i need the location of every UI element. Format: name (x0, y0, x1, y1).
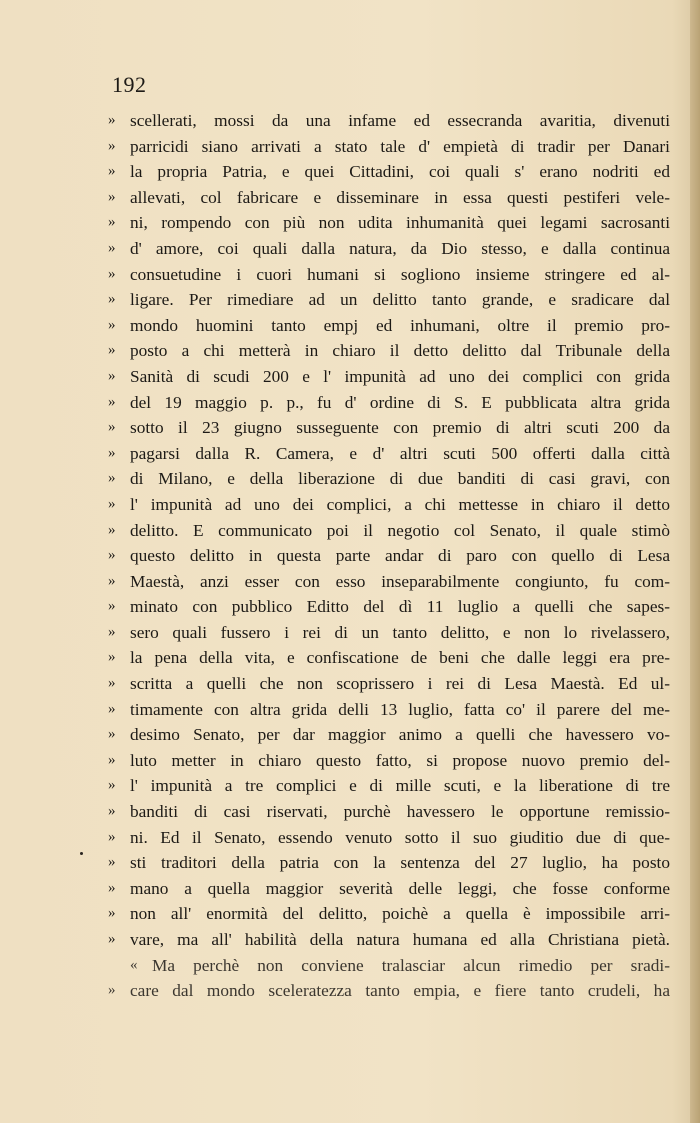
quotation-mark: » (108, 367, 116, 384)
quotation-mark: » (108, 342, 116, 359)
quotation-mark: » (108, 803, 116, 820)
margin-mark (80, 852, 83, 855)
line-text: questo delitto in questa parte andar di paro con quello di Lesa (130, 546, 670, 566)
quotation-mark: » (108, 214, 116, 231)
quotation-mark: » (108, 598, 116, 615)
line-text: la pena della vita, e confiscatione de beni che dalle leggi era pre- (130, 648, 670, 668)
text-line (108, 134, 670, 160)
line-text: allevati, col fabricare e disseminare in essa questi pestiferi vele- (130, 187, 670, 207)
text-line (108, 108, 670, 134)
quotation-mark: » (108, 188, 116, 205)
quotation-mark: » (108, 751, 116, 768)
quotation-mark: » (108, 931, 116, 947)
text-line (108, 415, 670, 441)
line-text: banditi di casi riservati, purchè havessero le opportune remissio- (130, 802, 670, 822)
line-text: pagarsi dalla R. Camera, e d' altri scuti 500 offerti dalla città (130, 443, 670, 463)
text-line (108, 876, 670, 902)
quotation-mark: » (108, 828, 116, 845)
text-line (108, 620, 670, 646)
quotation-mark: » (108, 291, 116, 308)
quotation-mark: » (108, 137, 116, 154)
quotation-mark: » (108, 623, 116, 640)
quotation-mark: » (108, 470, 116, 487)
line-text: timamente con altra grida delli 13 luglio, fatta co' il parere del me- (130, 699, 670, 719)
body-text (108, 108, 670, 1004)
text-line (108, 492, 670, 518)
text-line (108, 722, 670, 748)
page-edge (690, 0, 700, 1123)
line-text: Ma perchè non conviene tralasciar alcun rimedio per sradi- (152, 955, 670, 975)
line-text: l' impunità ad uno dei complici, a chi mettesse in chiaro il detto (130, 494, 670, 514)
line-text: la propria Patria, e quei Cittadini, coi quali s' erano nodriti ed (130, 162, 670, 182)
line-text: scritta a quelli che non scoprissero i rei di Lesa Maestà. Ed ul- (130, 674, 670, 694)
text-line (108, 518, 670, 544)
text-line (108, 594, 670, 620)
quotation-mark: » (108, 649, 116, 666)
quotation-mark: » (108, 163, 116, 180)
text-line (108, 236, 670, 262)
line-text: di Milano, e della liberazione di due banditi di casi gravi, con (130, 469, 670, 489)
line-text: vare, ma all' habilità della natura humana ed alla Christiana pietà. (130, 930, 670, 949)
quotation-mark: » (108, 879, 116, 896)
quotation-mark: » (108, 726, 116, 743)
quotation-mark: » (108, 419, 116, 436)
text-line (108, 466, 670, 492)
text-line (108, 671, 670, 697)
line-text: delitto. E communicato poi il negotio col Senato, il quale stimò (130, 520, 670, 540)
line-text: Sanità di scudi 200 e l' impunità ad uno dei complici con grida (130, 366, 670, 386)
text-line (108, 313, 670, 339)
text-line (108, 748, 670, 774)
line-text: ni, rompendo con più non udita inhumanità quei legami sacrosanti (130, 213, 670, 233)
text-line (108, 390, 670, 416)
text-line (108, 185, 670, 211)
quotation-mark: » (108, 982, 116, 999)
text-line (108, 697, 670, 723)
line-text: d' amore, coi quali dalla natura, da Dio stesso, e dalla continua (130, 238, 670, 258)
line-text: ni. Ed il Senato, essendo venuto sotto il suo giuditio due di que- (130, 827, 670, 847)
quotation-mark: » (108, 112, 116, 128)
text-line (108, 978, 670, 1004)
text-line (108, 953, 670, 979)
quotation-mark: » (108, 265, 116, 282)
text-line (108, 543, 670, 569)
line-text: mondo huomini tanto empj ed inhumani, oltre il premio pro- (130, 315, 670, 335)
quotation-mark: » (108, 572, 116, 589)
quotation-mark: » (108, 675, 116, 692)
line-text: luto metter in chiaro questo fatto, si propose nuovo premio del- (130, 750, 670, 770)
line-text: l' impunità a tre complici e di mille scuti, e la liberatione di tre (130, 776, 670, 796)
quotation-mark: » (108, 547, 116, 564)
line-text: posto a chi metterà in chiaro il detto delitto dal Tribunale della (130, 341, 670, 361)
text-line (108, 773, 670, 799)
quotation-mark: » (108, 239, 116, 256)
line-text: consuetudine i cuori humani si sogliono insieme stringere ed al- (130, 264, 670, 284)
quotation-mark: » (108, 777, 116, 794)
line-text: del 19 maggio p. p., fu d' ordine di S. E pubblicata altra grida (130, 392, 670, 412)
text-line (108, 287, 670, 313)
text-line (108, 901, 670, 927)
text-line (108, 927, 670, 953)
line-text: sero quali fussero i rei di un tanto delitto, e non lo rivelassero, (130, 622, 670, 642)
text-line (108, 850, 670, 876)
text-line (108, 825, 670, 851)
text-line (108, 441, 670, 467)
quotation-mark: » (108, 854, 116, 871)
text-line (108, 210, 670, 236)
line-text: non all' enormità del delitto, poichè a quella è impossibile arri- (130, 904, 670, 924)
quotation-mark: » (108, 393, 116, 410)
text-line (108, 364, 670, 390)
line-text: minato con pubblico Editto del dì 11 luglio a quelli che sapes- (130, 597, 670, 617)
quotation-mark: » (108, 316, 116, 333)
quotation-mark: » (108, 905, 116, 922)
line-text: sotto il 23 giugno susseguente con premio di altri scuti 200 da (130, 418, 670, 438)
line-text: ligare. Per rimediare ad un delitto tanto grande, e sradicare dal (130, 290, 670, 310)
text-line (108, 262, 670, 288)
line-text: sti traditori della patria con la sentenza del 27 luglio, ha posto (130, 853, 670, 873)
line-text: Maestà, anzi esser con esso inseparabilmente congiunto, fu com- (130, 571, 670, 591)
line-text: desimo Senato, per dar maggior animo a quelli che havessero vo- (130, 725, 670, 745)
line-text: care dal mondo sceleratezza tanto empia, e fiere tanto crudeli, ha (130, 981, 670, 1001)
line-text: mano a quella maggior severità delle leggi, che fosse conforme (130, 878, 670, 898)
quotation-mark: » (108, 700, 116, 717)
text-line (108, 338, 670, 364)
text-line (108, 569, 670, 595)
text-line (108, 799, 670, 825)
quotation-mark: » (108, 444, 116, 461)
text-line (108, 159, 670, 185)
quotation-mark: » (108, 521, 116, 538)
page-number: 192 (112, 72, 147, 97)
line-text: scellerati, mossi da una infame ed essecranda avaritia, divenuti (130, 111, 670, 130)
text-line (108, 645, 670, 671)
quotation-mark: « (130, 956, 138, 973)
line-text: parricidi siano arrivati a stato tale d' empietà di tradir per Danari (130, 136, 670, 156)
quotation-mark: » (108, 495, 116, 512)
